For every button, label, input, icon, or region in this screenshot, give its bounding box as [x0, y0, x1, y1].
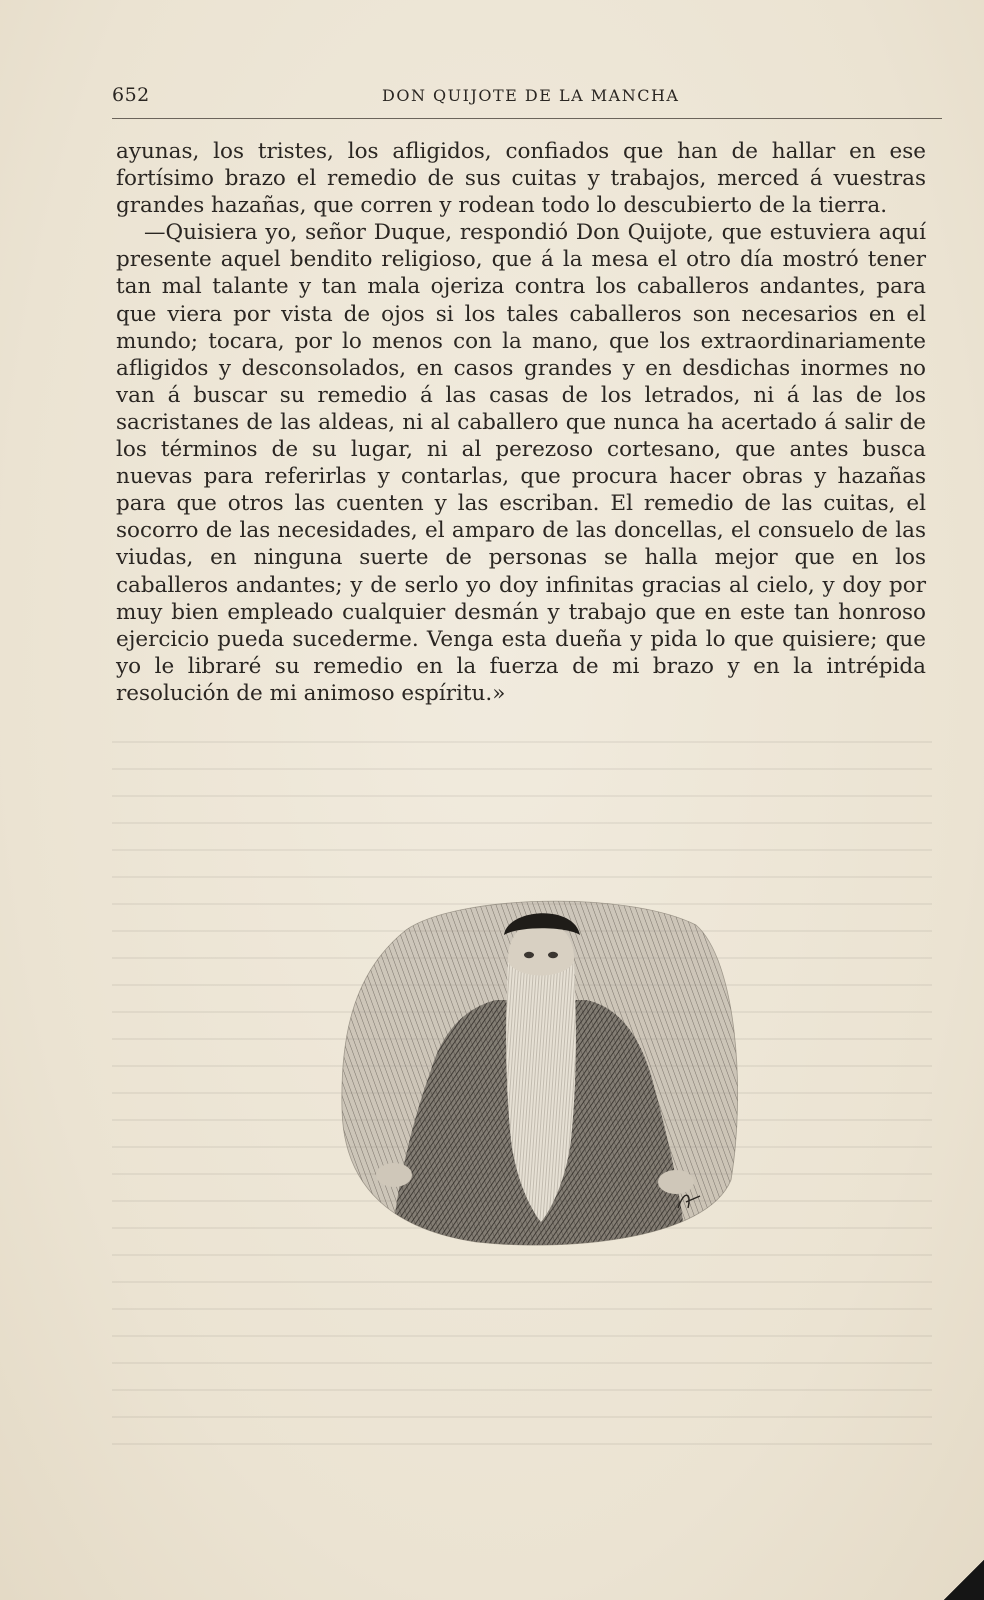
page-corner-shadow — [944, 1560, 984, 1600]
body-text — [116, 138, 926, 707]
page-number: 652 — [112, 84, 150, 106]
running-title: DON QUIJOTE DE LA MANCHA — [382, 86, 680, 105]
header-rule — [112, 118, 942, 119]
paragraph-continuation: ayunas, los tristes, los afligidos, confiados que han de hallar en ese fortísimo brazo el remedio de sus cuitas y trabajos, merced á vuestras grandes hazañas, que corren y rodean todo lo descubierto de la tierra. — [116, 139, 926, 219]
bearded-man-engraving — [336, 890, 744, 1248]
page-header — [112, 84, 932, 108]
paragraph-don-quijote-reply: —Quisiera yo, señor Duque, respondió Don Quijote, que estuviera aquí presente aquel bendito religioso, que á la mesa el otro día mostró tener tan mal talante y tan mala ojeriza contra los caballeros andantes, para que viera por vista de ojos si los tales caballeros son necesarios en el mundo; tocara, por lo menos con la mano, que los extraordinariamente afligidos y desconsolados, en casos grandes y en desdichas inormes no van á buscar su remedio á las casas de los letrados, ni á las de los sacristanes de las aldeas, ni al caballero que nunca ha acertado á salir de los términos de su lugar, ni al perezoso cortesano, que antes busca nuevas para referirlas y contarlas, que procura hacer obras y hazañas para que otros las cuenten y las escriban. El remedio de las cuitas, el socorro de las necesidades, el amparo de las doncellas, el consuelo de las viudas, en ninguna suerte de personas se halla mejor que en los caballeros andantes; y de serlo yo doy infinitas gracias al cielo, y doy por muy bien empleado cualquier desmán y trabajo que en este tan honroso ejercicio pueda sucederme. Venga esta dueña y pida lo que quisiere; que yo le libraré su remedio en la fuerza de mi brazo y en la intrépida resolución de mi animoso espíritu.» — [116, 220, 926, 706]
